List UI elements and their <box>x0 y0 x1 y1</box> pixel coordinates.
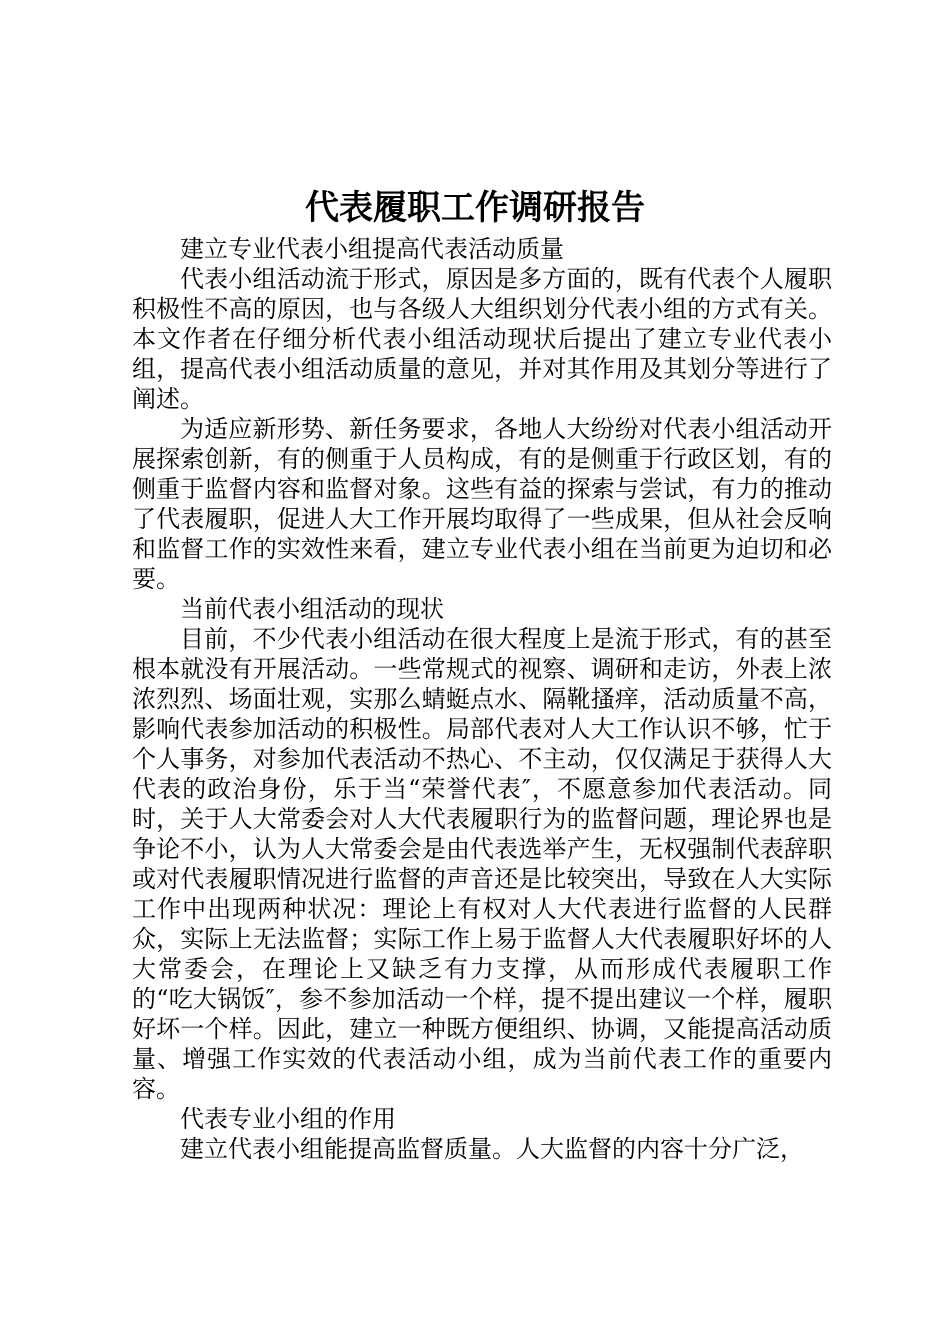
document-body <box>132 234 832 1164</box>
section-heading-current-status: 当前代表小组活动的现状 <box>180 595 444 623</box>
section-heading-role: 代表专业小组的作用 <box>180 1105 396 1133</box>
paragraph-current-status: 目前，不少代表小组活动在很大程度上是流于形式，有的甚至根本就没有开展活动。一些常规式的视察、调研和走访，外表上浓浓烈烈、场面壮观，实那么蜻蜓点水、隔靴搔痒，活动质量不高，影响代表参加活动的积极性。局部代表对人大工作认识不够，忙于个人事务，对参加代表活动不热心、不主动，仅仅满足于获得人大代表的政治身份，乐于当“荣誉代表″，不愿意参加代表活动。同时，关于人大常委会对人大代表履职行为的监督问题，理论界也是争论不小，认为人大常委会是由代表选举产生，无权强制代表辞职或对代表履职情况进行监督的声音还是比较突出，导致在人大实际工作中出现两种状况：理论上有权对人大代表进行监督的人民群众，实际上无法监督；实际工作上易于监督人大代表履职好坏的人大常委会，在理论上又缺乏有力支撑，从而形成代表履职工作的“吃大锅饭″，参不参加活动一个样，提不提出建议一个样，履职好坏一个样。因此，建立一种既方便组织、协调，又能提高活动质量、增强工作实效的代表活动小组，成为当前代表工作的重要内容。 <box>132 625 832 1103</box>
paragraph-role: 建立代表小组能提高监督质量。人大监督的内容十分广泛， <box>180 1135 804 1163</box>
section-heading-professional-groups: 建立专业代表小组提高代表活动质量 <box>180 235 564 263</box>
document-title: 代表履职工作调研报告 <box>305 188 645 228</box>
paragraph-new-situation: 为适应新形势、新任务要求，各地人大纷纷对代表小组活动开展探索创新，有的侧重于人员构成，有的是侧重于行政区划，有的侧重于监督内容和监督对象。这些有益的探索与尝试，有力的推动了代表履职，促进人大工作开展均取得了一些成果，但从社会反响和监督工作的实效性来看，建立专业代表小组在当前更为迫切和必要。 <box>132 415 832 593</box>
paragraph-intro: 代表小组活动流于形式，原因是多方面的，既有代表个人履职积极性不高的原因，也与各级人大组织划分代表小组的方式有关。本文作者在仔细分析代表小组活动现状后提出了建立专业代表小组，提高代表小组活动质量的意见，并对其作用及其划分等进行了阐述。 <box>132 265 832 413</box>
